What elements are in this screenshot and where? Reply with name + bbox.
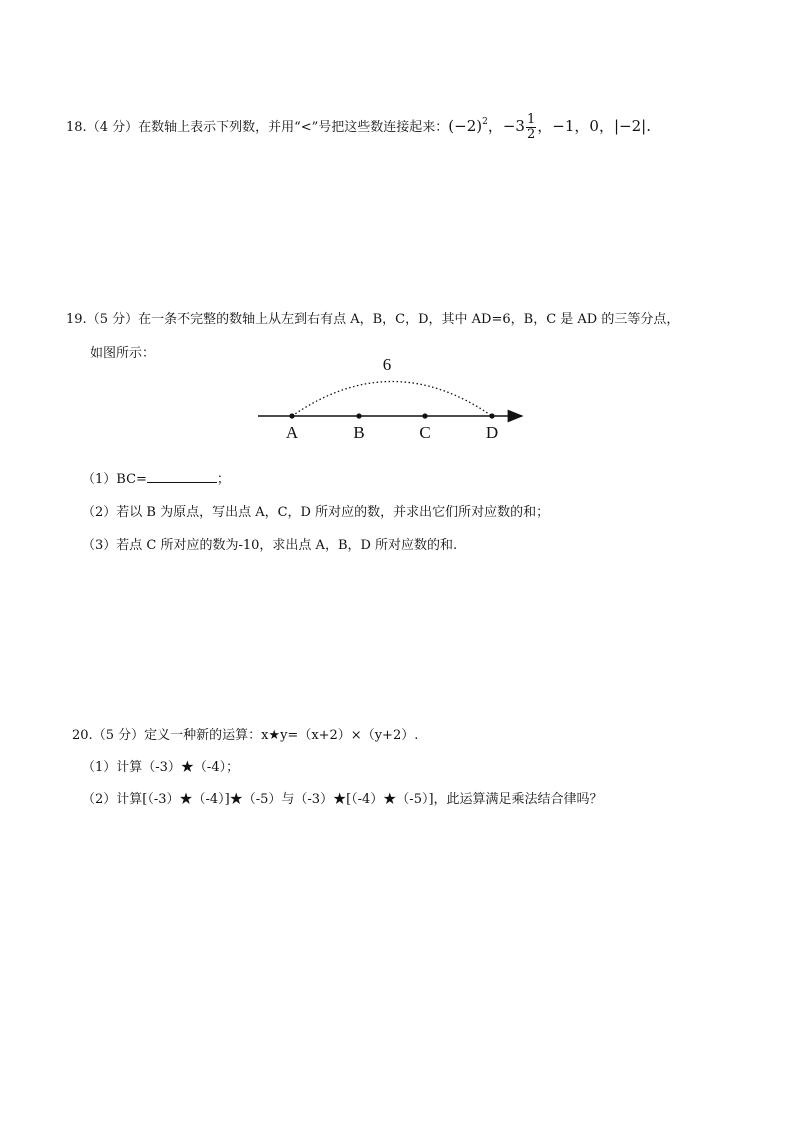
point-b-dot [356,413,361,418]
fraction-denominator: 2 [526,126,536,142]
question-18-text: 在数轴上表示下列数，并用“<”号把这些数连接起来： [138,120,449,135]
question-19-score: （5 分） [86,312,139,327]
math-item2-prefix: −3 [502,117,525,135]
question-20-part-2: （2）计算[（-3）★（-4）]★（-5）与（-3）★[（-4）★（-5）]，此运算满足乘法结合律吗？ [82,792,603,807]
question-20 [72,726,418,746]
math-item1-exponent: 2 [482,117,488,127]
point-a-label: A [285,423,299,442]
question-19-text-continued: 如图所示： [90,346,156,361]
math-item3: −1 [552,117,575,135]
point-c-dot [422,413,427,418]
fraction-numerator: 1 [526,111,536,127]
math-separator: ， [537,117,553,135]
point-d-label: D [485,423,499,442]
question-18-number: 18. [66,120,87,135]
question-18-score: （4 分） [86,120,139,135]
math-end: . [646,117,651,135]
math-item1-base: (−2) [448,117,483,135]
distance-label: 6 [382,355,392,374]
point-c-label: C [419,423,431,442]
question-20-text: 定义一种新的运算：x★y=（x+2）×（y+2）. [144,728,419,743]
question-19-number: 19. [66,312,87,327]
question-19-part-1 [82,470,230,490]
part-1-suffix: ； [216,472,230,487]
question-19-text: 在一条不完整的数轴上从左到右有点 A，B，C，D，其中 AD=6，B，C 是 AD 的三等分点， [138,312,680,327]
question-18-math [448,111,651,142]
mixed-fraction [526,113,536,142]
question-20-number: 20. [72,728,93,743]
math-separator: ， [487,117,503,135]
part-1-prefix: （1）BC= [82,472,147,487]
math-separator: ， [574,117,590,135]
math-item4: 0 [589,117,599,135]
question-19-part-2: （2）若以 B 为原点，写出点 A，C，D 所对应的数，并求出它们所对应数的和； [82,505,550,520]
number-line-figure [250,350,540,445]
dotted-arc [292,382,492,417]
question-20-part-1: （1）计算（-3）★（-4）； [82,760,240,775]
question-19 [66,310,679,330]
math-separator: ， [598,117,614,135]
point-a-dot [289,413,294,418]
question-19-part-3: （3）若点 C 所对应的数为-10，求出点 A，B，D 所对应数的和. [82,538,458,553]
answer-blank [147,470,217,483]
math-item5: |−2| [613,117,647,135]
question-20-score: （5 分） [92,728,145,743]
question-18 [66,112,651,142]
point-d-dot [489,413,494,418]
point-b-label: B [353,423,365,442]
